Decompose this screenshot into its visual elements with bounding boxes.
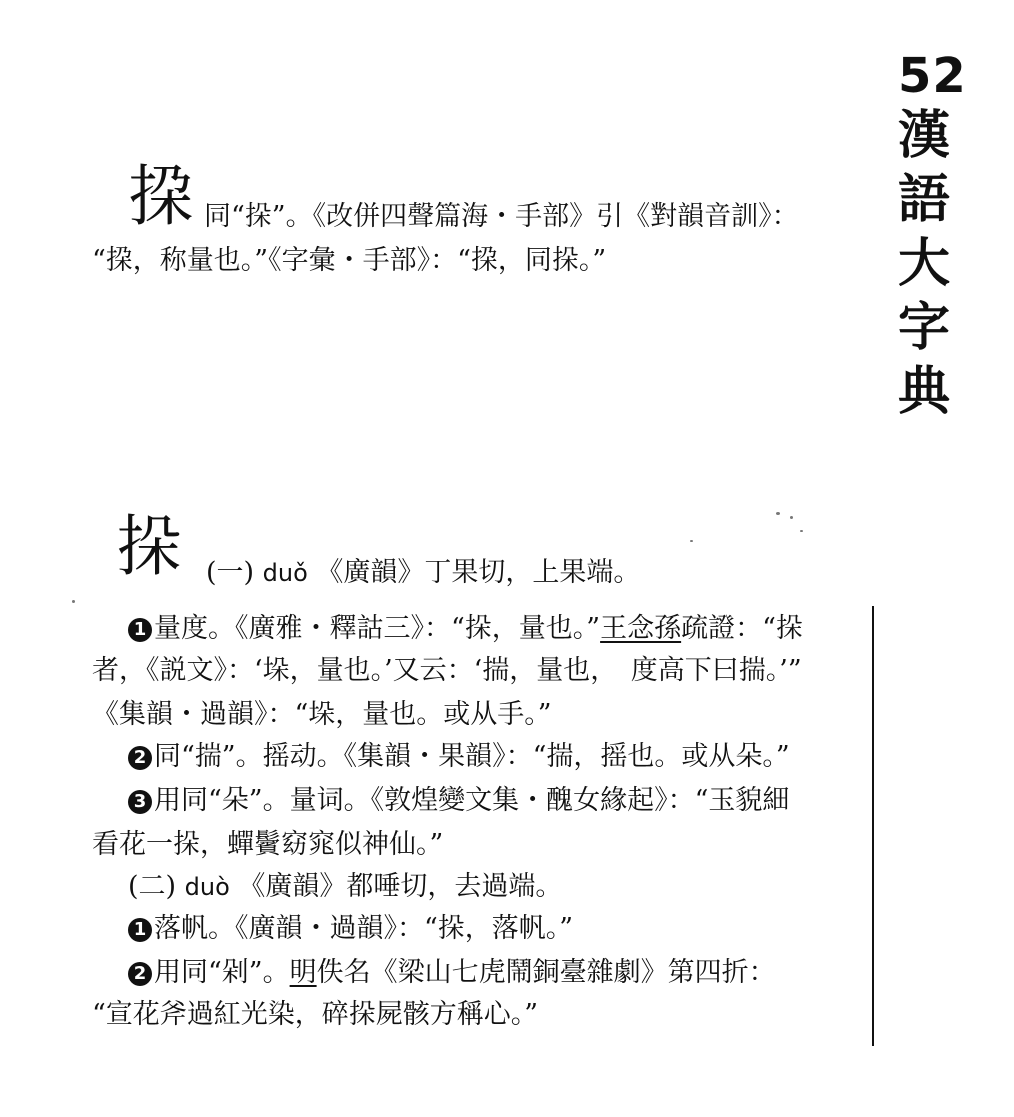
reading2-line (128, 870, 562, 904)
reading2-pinyin: duò (184, 873, 230, 901)
sense5-number: 2 (128, 962, 152, 986)
scan-speck (776, 512, 780, 515)
reading1-source: 《廣韻》丁果切，上果端。 (316, 557, 641, 588)
scan-speck (72, 600, 75, 603)
sense5-underlined-dynasty: 明 (289, 957, 317, 988)
sense4-number: 1 (128, 918, 152, 942)
column-rule (872, 606, 874, 1046)
sense5-line2: “宣花斧過紅光染，碎挆屍骸方稱心。” (92, 999, 539, 1030)
sense1-line2: 者，《説文》：‘垛，量也。’又云：‘揣，量也， 度高下曰揣。’” (92, 655, 802, 686)
sense4-text: 落帆。《廣韻・過韻》：“挆，落帆。” (154, 913, 574, 944)
sense3-line2: 看花一挆，蟬鬢窈窕似神仙。” (92, 829, 444, 860)
sense3-text: 用同“朵”。量词。《敦煌變文集・醜女緣起》：“玉貌細 (154, 785, 790, 816)
sense1-underlined-name: 王念孫 (600, 613, 682, 644)
reading1-line (206, 556, 640, 590)
sense5-text-b: 佚名《梁山七虎鬧銅臺雜劇》第四折： (316, 957, 776, 988)
sense4-line (128, 912, 573, 946)
page-number: 52 (898, 48, 967, 104)
sense5-text-a: 用同“剁”。 (154, 957, 290, 988)
sense1-number: 1 (128, 618, 152, 642)
scan-speck (800, 530, 803, 532)
sense2-number: 2 (128, 746, 152, 770)
entry1-line1: 同“挆”。《改併四聲篇海・手部》引《對韻音訓》： (204, 201, 799, 232)
sense1-text-b: 疏證：“挆 (681, 613, 803, 644)
headword-2: 挆 (116, 508, 182, 585)
sense1-text-a: 量度。《廣雅・釋詁三》：“挆，量也。” (154, 613, 601, 644)
scan-speck (690, 540, 693, 542)
sense3-number: 3 (128, 790, 152, 814)
sense5-line1 (128, 956, 776, 990)
sense1-line3: 《集韻・過韻》：“垛，量也。或从手。” (92, 699, 552, 730)
entry1-line2: “挅，称量也。”《字彙・手部》：“挅，同挆。” (92, 245, 607, 276)
sense2-line (128, 740, 790, 774)
sense2-text: 同“揣”。摇动。《集韻・果韻》：“揣，摇也。或从朵。” (154, 741, 790, 772)
reading1-pinyin: duǒ (262, 559, 308, 587)
sense1-line1 (128, 612, 803, 646)
reading1-label: (一) (206, 557, 255, 588)
reading2-label: (二) (128, 871, 177, 902)
reading2-source: 《廣韻》都唾切，去過端。 (238, 871, 563, 902)
book-title: 漢語大字典 (898, 106, 951, 422)
sense3-line1 (128, 784, 789, 818)
headword-1: 挅 (128, 158, 194, 235)
scan-speck (790, 516, 793, 519)
